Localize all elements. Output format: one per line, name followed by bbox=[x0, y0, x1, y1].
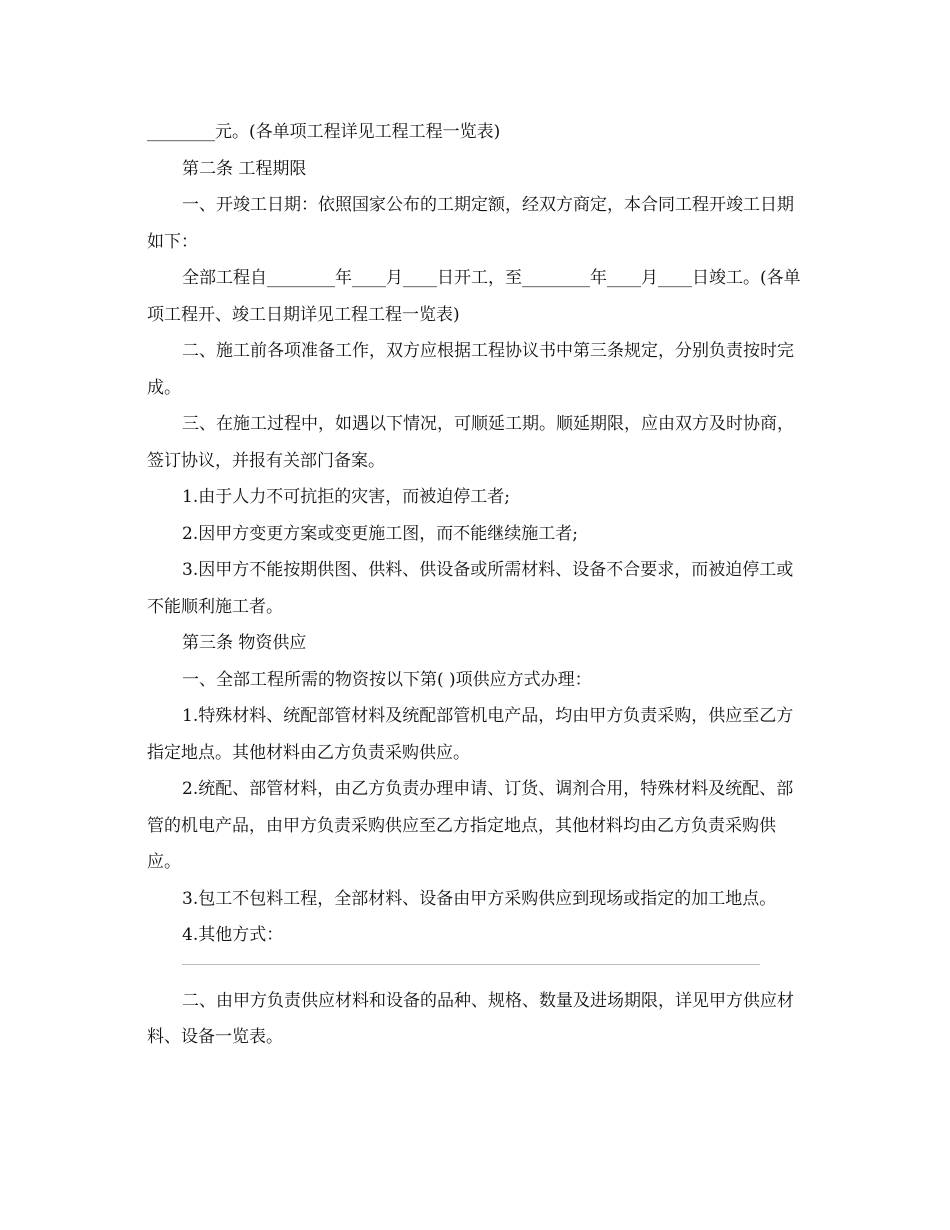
list-item-design-change: 2.因甲方变更方案或变更施工图，而不能继续施工者; bbox=[182, 523, 578, 544]
paragraph-price-note: ________元。(各单项工程详见工程工程一览表) bbox=[147, 122, 501, 142]
paragraph-owner-supplied-materials: 二、由甲方负责供应材料和设备的品种、规格、数量及进场期限，详见甲方供应材料、设备一览表。 bbox=[147, 990, 794, 1047]
paragraph-preparation-work: 二、施工前各项准备工作，双方应根据工程协议书中第三条规定，分别负责按时完成。 bbox=[147, 341, 794, 398]
paragraph-supply-method: 一、全部工程所需的物资按以下第( )项供应方式办理： bbox=[182, 669, 592, 690]
fill-in-line bbox=[182, 964, 760, 965]
article-2-heading: 第二条 工程期限 bbox=[182, 158, 307, 179]
list-item-supply-option-4: 4.其他方式： bbox=[182, 925, 284, 945]
paragraph-full-project-dates: 全部工程自________年____月____日开工，至________年____月____日竣工。(各单项工程开、竣工日期详见工程工程一览表) bbox=[147, 268, 801, 325]
document-body bbox=[147, 114, 807, 1056]
list-item-supply-delay: 3.因甲方不能按期供图、供料、供设备或所需材料、设备不合要求，而被迫停工或不能顺利施工者。 bbox=[147, 560, 794, 617]
list-item-supply-option-1: 1.特殊材料、统配部管材料及统配部管机电产品，均由甲方负责采购，供应至乙方指定地点。其他材料由乙方负责采购供应。 bbox=[147, 706, 794, 763]
paragraph-extension-conditions: 三、在施工过程中，如遇以下情况，可顺延工期。顺延期限，应由双方及时协商，签订协议，并报有关部门备案。 bbox=[147, 414, 794, 471]
list-item-supply-option-3: 3.包工不包料工程，全部材料、设备由甲方采购供应到现场或指定的加工地点。 bbox=[182, 888, 777, 909]
list-item-supply-option-2: 2.统配、部管材料，由乙方负责办理申请、订货、调剂合用，特殊材料及统配、部管的机电产品，由甲方负责采购供应至乙方指定地点，其他材料均由乙方负责采购供应。 bbox=[147, 779, 794, 872]
article-3-heading: 第三条 物资供应 bbox=[182, 633, 307, 653]
list-item-force-majeure: 1.由于人力不可抗拒的灾害，而被迫停工者; bbox=[182, 487, 510, 507]
paragraph-start-end-dates: 一、开竣工日期：依照国家公布的工期定额，经双方商定，本合同工程开竣工日期如下： bbox=[147, 195, 794, 252]
